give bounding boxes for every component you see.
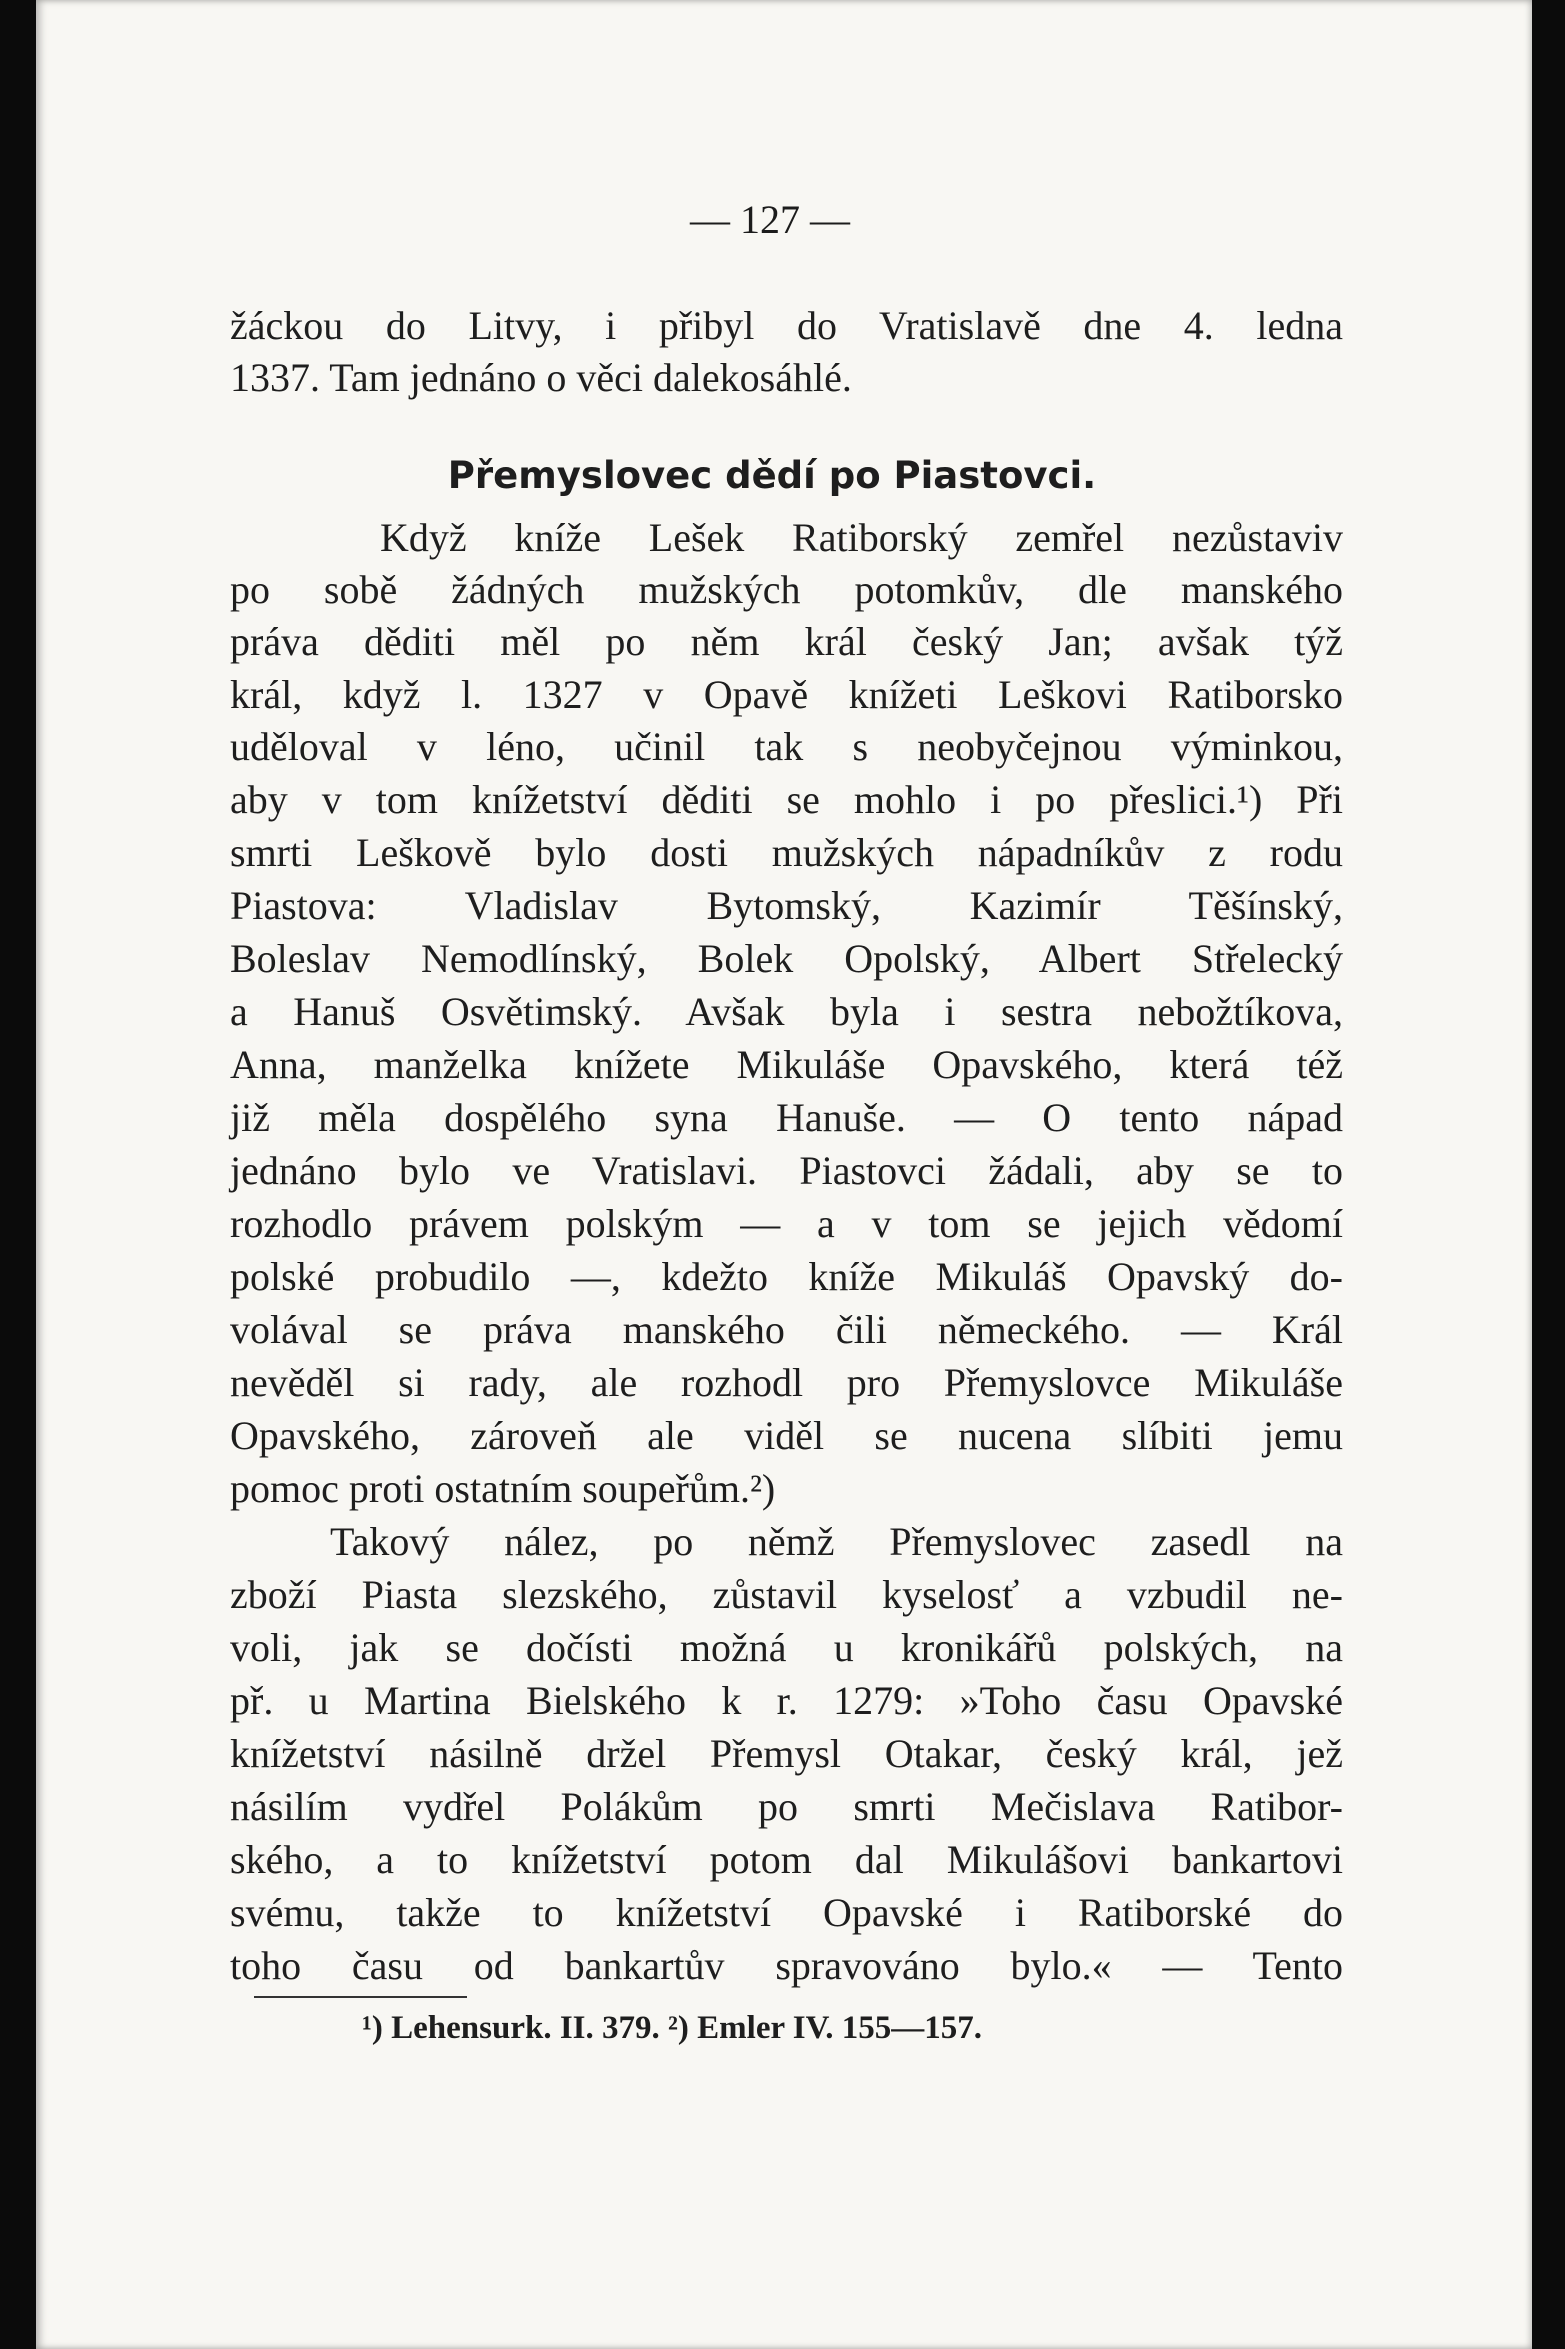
text-line: volával se práva manského čili německého. — Král (230, 1307, 1343, 1352)
text-line: aby v tom knížetství děditi se mohlo i po přeslici.¹) Při (230, 777, 1343, 822)
footnote-rule (254, 1996, 467, 1998)
text-line: Piastova: Vladislav Bytomský, Kazimír Těšínský, (230, 883, 1343, 928)
text-line: pomoc proti ostatním soupeřům.²) (230, 1466, 776, 1511)
text-line: Boleslav Nemodlínský, Bolek Opolský, Albert Střelecký (230, 936, 1343, 981)
text-line: již měla dospělého syna Hanuše. — O tento nápad (230, 1095, 1343, 1140)
section-heading: Přemyslovec dědí po Piastovci. (447, 454, 1097, 497)
text-line: uděloval v léno, učinil tak s neobyčejnou výminkou, (230, 724, 1343, 769)
text-line: práva děditi měl po něm král český Jan; avšak týž (230, 619, 1343, 664)
text-line: př. u Martina Bielského k r. 1279: »Toho času Opavské (230, 1678, 1343, 1723)
text-line: zboží Piasta slezského, zůstavil kyselosť a vzbudil ne- (230, 1572, 1343, 1617)
text-line: po sobě žádných mužských potomkův, dle manského (230, 567, 1343, 612)
text-line: Když kníže Lešek Ratiborský zemřel nezůstaviv (380, 515, 1343, 560)
text-line: smrti Leškově bylo dosti mužských nápadníkův z rodu (230, 830, 1343, 875)
text-line: Opavského, zároveň ale viděl se nucena slíbiti jemu (230, 1413, 1343, 1458)
text-line: král, když l. 1327 v Opavě knížeti Leškovi Ratiborsko (230, 672, 1343, 717)
text-line: jednáno bylo ve Vratislavi. Piastovci žádali, aby se to (230, 1148, 1343, 1193)
page-number: — 127 — (690, 197, 850, 242)
text-line: násilím vydřel Polákům po smrti Mečislava Ratibor- (230, 1784, 1343, 1829)
text-line: ského, a to knížetství potom dal Mikulášovi bankartovi (230, 1837, 1343, 1882)
text-line: Takový nález, po němž Přemyslovec zasedl na (330, 1519, 1343, 1564)
text-line: žáckou do Litvy, i přibyl do Vratislavě dne 4. ledna (230, 303, 1343, 348)
text-line: Anna, manželka knížete Mikuláše Opavského, která též (230, 1042, 1343, 1087)
text-line: knížetství násilně držel Přemysl Otakar, český král, jež (230, 1731, 1343, 1776)
text-line: 1337. Tam jednáno o věci dalekosáhlé. (230, 355, 852, 400)
text-line: svému, takže to knížetství Opavské i Ratiborské do (230, 1890, 1343, 1935)
footnote: ¹) Lehensurk. II. 379. ²) Emler IV. 155—157. (362, 2010, 982, 2046)
text-line: rozhodlo právem polským — a v tom se jejich vědomí (230, 1201, 1343, 1246)
text-line: voli, jak se dočísti možná u kronikářů polských, na (230, 1625, 1343, 1670)
text-line: a Hanuš Osvětimský. Avšak byla i sestra nebožtíkova, (230, 989, 1343, 1034)
text-line: toho času od bankartův spravováno bylo.« — Tento (230, 1943, 1343, 1988)
book-page (36, 0, 1532, 2349)
text-line: polské probudilo —, kdežto kníže Mikuláš Opavský do- (230, 1254, 1343, 1299)
text-line: nevěděl si rady, ale rozhodl pro Přemyslovce Mikuláše (230, 1360, 1343, 1405)
